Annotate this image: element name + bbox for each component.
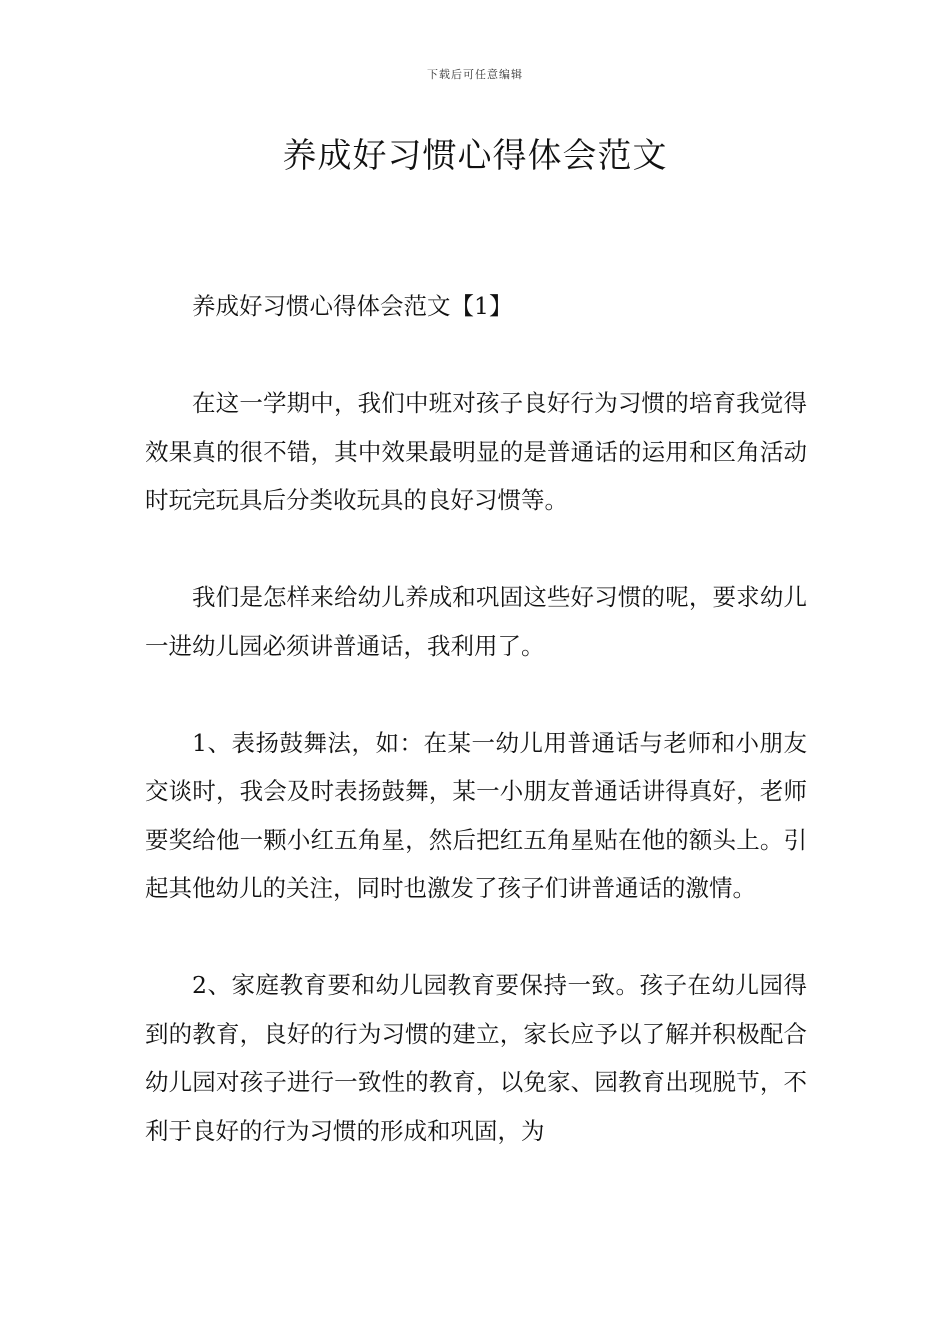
paragraph-2: 我们是怎样来给幼儿养成和巩固这些好习惯的呢，要求幼儿一进幼儿园必须讲普通话，我利用了。 — [145, 583, 807, 660]
document-title: 养成好习惯心得体会范文 — [282, 136, 668, 176]
paragraph-3: 1、表扬鼓舞法，如：在某一幼儿用普通话与老师和小朋友交谈时，我会及时表扬鼓舞，某一小朋友普通话讲得真好，老师要奖给他一颗小红五角星，然后把红五角星贴在他的额头上。引起其他幼儿的关注，同时也激发了孩子们讲普通话的激情。 — [145, 728, 807, 902]
header-note: 下载后可任意编辑 — [427, 68, 523, 81]
paragraph-1: 在这一学期中，我们中班对孩子良好行为习惯的培育我觉得效果真的很不错，其中效果最明显的是普通话的运用和区角活动时玩完玩具后分类收玩具的良好习惯等。 — [145, 389, 807, 514]
paragraph-4: 2、家庭教育要和幼儿园教育要保持一致。孩子在幼儿园得到的教育，良好的行为习惯的建立，家长应予以了解并积极配合幼儿园对孩子进行一致性的教育，以免家、园教育出现脱节，不利于良好的行为习惯的形成和巩固，为 — [145, 971, 807, 1145]
section-heading: 养成好习惯心得体会范文【1】 — [192, 292, 513, 320]
document-body — [145, 282, 807, 1204]
